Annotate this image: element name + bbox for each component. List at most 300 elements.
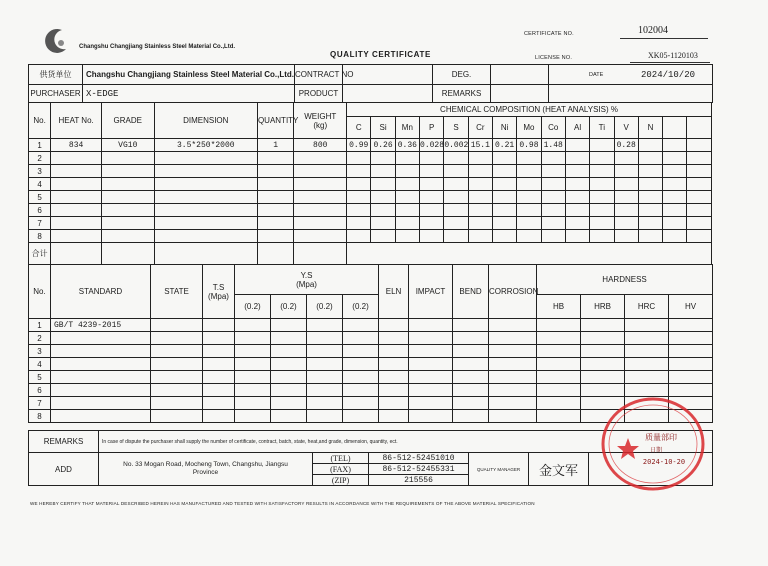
- empty-cell: [517, 204, 541, 217]
- empty-cell: [151, 371, 203, 384]
- empty-cell: [453, 371, 489, 384]
- empty-cell: [379, 332, 409, 345]
- element-header-7: Mo: [517, 117, 541, 139]
- table-row: [29, 371, 713, 384]
- quality-seal-stamp: [598, 394, 708, 494]
- empty-cell: [409, 371, 453, 384]
- chem-value: 0.21: [492, 139, 516, 152]
- empty-cell: [669, 332, 713, 345]
- empty-cell: [537, 410, 581, 423]
- empty-cell: [444, 230, 468, 243]
- empty-cell: [409, 384, 453, 397]
- chem-value: 0.26: [371, 139, 395, 152]
- empty-cell: [581, 332, 625, 345]
- mcol-no: No.: [29, 265, 51, 319]
- empty-cell: [343, 345, 379, 358]
- empty-cell: [687, 217, 712, 230]
- chem-value: 1.48: [541, 139, 565, 152]
- supplier-value: Changshu Changjiang Stainless Steel Material Co.,Ltd.: [83, 65, 295, 85]
- empty-cell: [307, 397, 343, 410]
- seal-star-icon: [617, 438, 639, 459]
- empty-cell: [663, 191, 687, 204]
- element-header-10: Ti: [590, 117, 614, 139]
- chem-value: [638, 139, 662, 152]
- empty-cell: [51, 397, 151, 410]
- empty-cell: [51, 191, 102, 204]
- hardness-hrb: HRB: [581, 295, 625, 319]
- empty-cell: [379, 358, 409, 371]
- chem-value: 0.002: [444, 140, 469, 150]
- empty-cell: [154, 204, 257, 217]
- empty-cell: [420, 230, 444, 243]
- ys-sub-4: (0.2): [343, 295, 379, 319]
- empty-cell: [51, 345, 151, 358]
- table-row: [29, 204, 712, 217]
- element-header-5: Cr: [468, 117, 492, 139]
- empty-cell: [489, 319, 537, 332]
- empty-cell: [541, 165, 565, 178]
- empty-cell: [468, 204, 492, 217]
- empty-cell: [101, 191, 154, 204]
- empty-cell: [638, 217, 662, 230]
- table-row: [29, 178, 712, 191]
- row-number: 1: [29, 319, 51, 332]
- empty-cell: [537, 371, 581, 384]
- empty-cell: [257, 178, 293, 191]
- empty-cell: [663, 217, 687, 230]
- empty-cell: [669, 319, 713, 332]
- remarks-header-value: [491, 85, 549, 103]
- chem-value: [565, 139, 589, 152]
- empty-cell: [565, 191, 589, 204]
- element-header-12: N: [638, 117, 662, 139]
- empty-cell: [347, 217, 371, 230]
- empty-cell: [541, 152, 565, 165]
- empty-cell: [343, 410, 379, 423]
- chem-value: [687, 139, 712, 152]
- empty-cell: [409, 345, 453, 358]
- empty-cell: [151, 397, 203, 410]
- row-number: 7: [29, 217, 51, 230]
- empty-cell: [565, 152, 589, 165]
- chem-value: [663, 139, 687, 152]
- ys-sub-3: (0.2): [307, 295, 343, 319]
- empty-cell: [453, 410, 489, 423]
- table-row: [29, 230, 712, 243]
- empty-cell: [614, 152, 638, 165]
- empty-cell: [444, 152, 468, 165]
- empty-cell: [151, 319, 203, 332]
- empty-cell: [517, 217, 541, 230]
- chemistry-table: [28, 102, 712, 265]
- row-number: 6: [29, 204, 51, 217]
- table-row: [29, 165, 712, 178]
- empty-cell: [347, 230, 371, 243]
- table-row: [29, 139, 712, 152]
- empty-cell: [638, 230, 662, 243]
- empty-cell: [343, 384, 379, 397]
- empty-cell: [565, 178, 589, 191]
- empty-cell: [537, 345, 581, 358]
- element-header-14: [687, 117, 712, 139]
- element-header-9: Al: [565, 117, 589, 139]
- empty-cell: [581, 345, 625, 358]
- empty-cell: [614, 230, 638, 243]
- element-header-3: P: [420, 117, 444, 139]
- empty-cell: [444, 178, 468, 191]
- empty-cell: [614, 178, 638, 191]
- table-row: [29, 332, 713, 345]
- row-number: 8: [29, 410, 51, 423]
- empty-cell: [468, 191, 492, 204]
- empty-cell: [235, 345, 271, 358]
- table-row: [29, 191, 712, 204]
- fax-value: 86-512-52455331: [369, 464, 469, 475]
- empty-cell: [51, 384, 151, 397]
- empty-cell: [541, 191, 565, 204]
- mcol-bend: BEND: [453, 265, 489, 319]
- empty-cell: [371, 217, 395, 230]
- date-cell: [549, 65, 713, 85]
- empty-cell: [347, 152, 371, 165]
- empty-cell: [537, 319, 581, 332]
- element-header-6: Ni: [492, 117, 516, 139]
- empty-cell: [257, 191, 293, 204]
- chem-value: 0.99: [347, 139, 371, 152]
- license-value: XK05-1120103: [648, 51, 698, 60]
- mcol-impact: IMPACT: [409, 265, 453, 319]
- element-header-11: V: [614, 117, 638, 139]
- address-text: No. 33 Mogan Road, Mocheng Town, Changshu, Jiangsu Province: [99, 453, 313, 486]
- empty-cell: [371, 152, 395, 165]
- row-number: 4: [29, 358, 51, 371]
- seal-line1: 质量部印: [645, 433, 677, 442]
- empty-cell: [581, 358, 625, 371]
- empty-cell: [154, 230, 257, 243]
- table-row: [29, 358, 713, 371]
- empty-cell: [663, 152, 687, 165]
- empty-cell: [154, 191, 257, 204]
- empty-cell: [347, 165, 371, 178]
- empty-cell: [203, 345, 235, 358]
- empty-cell: [51, 371, 151, 384]
- row-number: 5: [29, 191, 51, 204]
- empty-cell: [625, 345, 669, 358]
- date-label: DATE: [589, 72, 604, 78]
- empty-cell: [371, 178, 395, 191]
- row-number: 4: [29, 178, 51, 191]
- col-dimension: DIMENSION: [154, 103, 257, 139]
- empty-cell: [468, 165, 492, 178]
- empty-cell: [257, 204, 293, 217]
- empty-cell: [51, 204, 102, 217]
- supplier-label: 供货单位: [29, 65, 83, 85]
- empty-cell: [541, 178, 565, 191]
- col-quantity: QUANTITY: [257, 103, 293, 139]
- empty-cell: [565, 165, 589, 178]
- empty-cell: [565, 230, 589, 243]
- empty-cell: [203, 332, 235, 345]
- empty-cell: [590, 230, 614, 243]
- empty-cell: [257, 165, 293, 178]
- empty-cell: [235, 397, 271, 410]
- empty-cell: [371, 191, 395, 204]
- empty-cell: [271, 384, 307, 397]
- empty-cell: [203, 371, 235, 384]
- zip-label: (ZIP): [313, 475, 369, 486]
- empty-cell: [101, 230, 154, 243]
- chemistry-body: [29, 139, 712, 243]
- empty-cell: [590, 191, 614, 204]
- mcol-standard: STANDARD: [51, 265, 151, 319]
- hardness-hv: HV: [669, 295, 713, 319]
- empty-cell: [663, 165, 687, 178]
- row-number: 7: [29, 397, 51, 410]
- empty-cell: [151, 410, 203, 423]
- empty-cell: [590, 204, 614, 217]
- empty-cell: [638, 165, 662, 178]
- empty-cell: [489, 345, 537, 358]
- doc-title: QUALITY CERTIFICATE: [330, 50, 431, 59]
- empty-cell: [663, 178, 687, 191]
- empty-cell: [541, 230, 565, 243]
- remarks-header-label: REMARKS: [433, 85, 491, 103]
- empty-cell: [517, 152, 541, 165]
- mcol-state: STATE: [151, 265, 203, 319]
- row-number: 3: [29, 345, 51, 358]
- empty-cell: [271, 358, 307, 371]
- deg-label: DEG.: [433, 65, 491, 85]
- empty-cell: [235, 358, 271, 371]
- quality-manager-label: QUALITY MANAGER: [469, 453, 529, 486]
- table-row: [29, 217, 712, 230]
- empty-cell: [444, 217, 468, 230]
- empty-cell: [541, 217, 565, 230]
- empty-cell: [343, 371, 379, 384]
- empty-cell: [101, 217, 154, 230]
- empty-cell: [151, 332, 203, 345]
- row-number: 2: [29, 332, 51, 345]
- element-header-2: Mn: [395, 117, 419, 139]
- empty-cell: [489, 384, 537, 397]
- empty-cell: [294, 152, 347, 165]
- empty-cell: [489, 397, 537, 410]
- empty-cell: [517, 230, 541, 243]
- empty-cell: [271, 371, 307, 384]
- empty-cell: [151, 384, 203, 397]
- mcol-hardness: HARDNESS: [537, 265, 713, 295]
- empty-cell: [154, 152, 257, 165]
- empty-cell: [379, 410, 409, 423]
- empty-cell: [489, 371, 537, 384]
- empty-cell: [307, 358, 343, 371]
- empty-cell: [492, 178, 516, 191]
- row-number: 3: [29, 165, 51, 178]
- empty-cell: [420, 217, 444, 230]
- empty-cell: [420, 152, 444, 165]
- empty-cell: [687, 152, 712, 165]
- empty-cell: [638, 178, 662, 191]
- empty-cell: [294, 191, 347, 204]
- empty-cell: [420, 191, 444, 204]
- empty-cell: [379, 345, 409, 358]
- empty-cell: [294, 230, 347, 243]
- dimension: 3.5*250*2000: [154, 139, 257, 152]
- empty-cell: [371, 165, 395, 178]
- row-number: 2: [29, 152, 51, 165]
- empty-cell: [235, 319, 271, 332]
- address-label: ADD: [29, 453, 99, 486]
- chem-value: 0.28: [614, 139, 638, 152]
- empty-cell: [371, 230, 395, 243]
- chem-value: [590, 139, 614, 152]
- empty-cell: [257, 217, 293, 230]
- empty-cell: [565, 217, 589, 230]
- empty-cell: [395, 204, 419, 217]
- empty-cell: [257, 152, 293, 165]
- row-number: 8: [29, 230, 51, 243]
- empty-cell: [395, 178, 419, 191]
- empty-cell: [307, 319, 343, 332]
- tel-label: (TEL): [313, 453, 369, 464]
- empty-cell: [203, 358, 235, 371]
- purchaser-value: X-EDGE: [83, 85, 295, 103]
- empty-cell: [379, 397, 409, 410]
- empty-cell: [453, 397, 489, 410]
- empty-cell: [307, 410, 343, 423]
- col-heat: HEAT No.: [51, 103, 102, 139]
- element-header-1: Si: [371, 117, 395, 139]
- empty-cell: [581, 319, 625, 332]
- empty-cell: [614, 204, 638, 217]
- empty-cell: [154, 165, 257, 178]
- row-number: 5: [29, 371, 51, 384]
- empty-cell: [307, 332, 343, 345]
- empty-cell: [492, 152, 516, 165]
- empty-cell: [537, 358, 581, 371]
- empty-cell: [395, 165, 419, 178]
- empty-cell: [271, 332, 307, 345]
- empty-cell: [420, 165, 444, 178]
- col-grade: GRADE: [101, 103, 154, 139]
- empty-cell: [307, 345, 343, 358]
- company-name-header: Changshu Changjiang Stainless Steel Material Co.,Ltd.: [79, 44, 236, 50]
- empty-cell: [468, 152, 492, 165]
- certification-statement: WE HEREBY CERTIFY THAT MATERIAL DESCRIBED HEREIN HAS MANUFACTURED AND TESTED WITH SATISFACTORY RESULTS IN ACCORDANCE WITH THE REQUIREMENTS OF THE ABOVE MATERIAL SPECIFICATION: [30, 501, 535, 506]
- empty-cell: [590, 152, 614, 165]
- col-weight: WEIGHT (kg): [294, 103, 347, 139]
- cert-no-label: CERTIFICATE NO.: [524, 31, 574, 37]
- empty-cell: [294, 178, 347, 191]
- empty-cell: [537, 397, 581, 410]
- empty-cell: [537, 332, 581, 345]
- empty-cell: [379, 319, 409, 332]
- empty-cell: [687, 230, 712, 243]
- empty-cell: [307, 384, 343, 397]
- empty-cell: [151, 358, 203, 371]
- empty-cell: [379, 384, 409, 397]
- empty-cell: [614, 165, 638, 178]
- empty-cell: [468, 217, 492, 230]
- empty-cell: [420, 204, 444, 217]
- fax-label: (FAX): [313, 464, 369, 475]
- empty-cell: [444, 204, 468, 217]
- purchaser-label: PURCHASER: [29, 85, 83, 103]
- empty-cell: [347, 204, 371, 217]
- empty-cell: [444, 191, 468, 204]
- total-label: 合计: [29, 243, 51, 265]
- tel-value: 86-512-52451010: [369, 453, 469, 464]
- empty-cell: [51, 165, 102, 178]
- hardness-hb: HB: [537, 295, 581, 319]
- table-row: [29, 152, 712, 165]
- empty-cell: [203, 397, 235, 410]
- seal-date: 2024-10-20: [642, 458, 686, 466]
- table-row: [29, 319, 713, 332]
- empty-cell: [517, 191, 541, 204]
- empty-cell: [235, 332, 271, 345]
- empty-cell: [154, 217, 257, 230]
- empty-cell: [489, 410, 537, 423]
- hardness-hrc: HRC: [625, 295, 669, 319]
- cert-no-value: 102004: [638, 25, 668, 36]
- empty-cell: [517, 178, 541, 191]
- empty-cell: [468, 230, 492, 243]
- empty-cell: [409, 410, 453, 423]
- empty-cell: [453, 332, 489, 345]
- chem-value: 0.98: [517, 139, 541, 152]
- empty-cell: [492, 230, 516, 243]
- empty-cell: [203, 319, 235, 332]
- empty-cell: [409, 332, 453, 345]
- chem-value: 0.028: [420, 140, 445, 150]
- empty-cell: [565, 204, 589, 217]
- empty-cell: [537, 384, 581, 397]
- contract-value: [343, 65, 433, 85]
- deg-value: [491, 65, 549, 85]
- empty-cell: [257, 230, 293, 243]
- empty-cell: [541, 204, 565, 217]
- empty-cell: [687, 165, 712, 178]
- empty-cell: [409, 397, 453, 410]
- empty-cell: [343, 358, 379, 371]
- empty-cell: [420, 178, 444, 191]
- product-label: PRODUCT: [295, 85, 343, 103]
- mcol-corrosion: CORROSION: [489, 265, 537, 319]
- empty-cell: [468, 178, 492, 191]
- row-number: 6: [29, 384, 51, 397]
- empty-cell: [271, 345, 307, 358]
- empty-cell: [492, 191, 516, 204]
- empty-cell: [581, 371, 625, 384]
- empty-cell: [663, 204, 687, 217]
- chem-value: 15.1: [468, 139, 492, 152]
- empty-cell: [625, 371, 669, 384]
- empty-cell: [101, 204, 154, 217]
- empty-cell: [492, 217, 516, 230]
- empty-cell: [294, 165, 347, 178]
- empty-cell: [492, 165, 516, 178]
- empty-cell: [235, 371, 271, 384]
- mcol-ts: T.S (Mpa): [203, 265, 235, 319]
- empty-cell: [395, 217, 419, 230]
- empty-cell: [687, 204, 712, 217]
- empty-cell: [517, 165, 541, 178]
- empty-cell: [625, 358, 669, 371]
- contract-label: CONTRACT NO: [295, 65, 343, 85]
- zip-value: 215556: [369, 475, 469, 486]
- empty-cell: [343, 332, 379, 345]
